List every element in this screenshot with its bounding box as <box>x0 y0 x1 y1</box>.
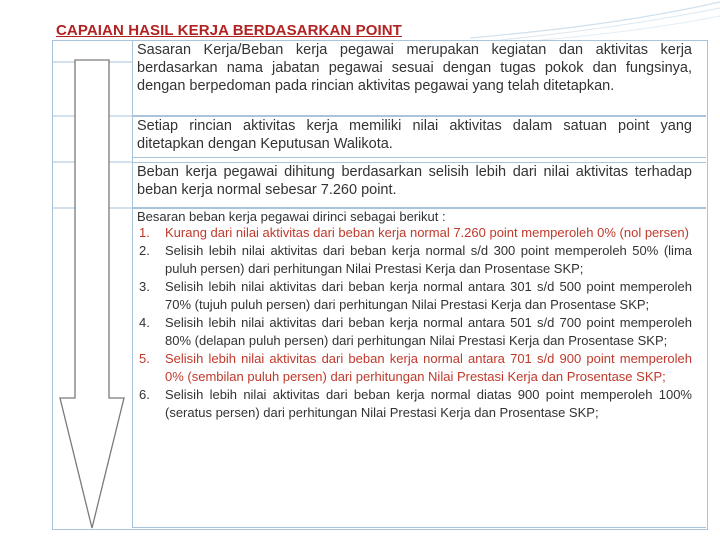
down-arrow-icon <box>52 40 134 530</box>
list-item-number: 3. <box>139 279 150 294</box>
list-item <box>137 386 692 422</box>
list-item-number: 4. <box>139 315 150 330</box>
list-item-text: Selisih lebih nilai aktivitas dari beban kerja normal antara 301 s/d 500 point memperoleh 70% (tujuh puluh persen) dari perhitungan Nilai Prestasi Kerja dan Prosentase SKP; <box>165 279 692 312</box>
text-box-1 <box>133 40 706 116</box>
list-item <box>137 350 692 386</box>
page-title: CAPAIAN HASIL KERJA BERDASARKAN POINT <box>56 22 402 39</box>
list-item-text: Selisih lebih nilai aktivitas dari beban kerja normal antara 701 s/d 900 point memperoleh 0% (sembilan puluh persen) dari perhitungan Nilai Prestasi Kerja dan Prosentase SKP; <box>165 351 692 384</box>
box-text: Beban kerja pegawai dihitung berdasarkan selisih lebih dari nilai aktivitas terhadap beban kerja normal sebesar 7.260 point. <box>137 164 692 198</box>
text-box-2 <box>133 116 706 158</box>
list-item <box>137 278 692 314</box>
list-item-text: Selisih lebih nilai aktivitas dari beban kerja normal antara 501 s/d 700 point memperoleh 80% (delapan puluh persen) dari perhitungan Nilai Prestasi Kerja dan Prosentase SKP; <box>165 315 692 348</box>
text-box-4 <box>133 208 706 528</box>
list-item <box>137 314 692 350</box>
list-item-number: 5. <box>139 351 150 366</box>
list-item-text: Selisih lebih nilai aktivitas dari beban kerja normal diatas 900 point memperoleh 100% (seratus persen) dari perhitungan Nilai Prestasi Kerja dan Prosentase SKP; <box>165 387 692 420</box>
list-item-number: 2. <box>139 243 150 258</box>
text-box-3 <box>133 162 706 208</box>
box-text: Sasaran Kerja/Beban kerja pegawai merupakan kegiatan dan aktivitas kerja berdasarkan nama jabatan pegawai sesuai dengan tugas pokok dan fungsinya, dengan berpedoman pada rincian aktivitas pegawai yang telah ditetapkan. <box>137 42 692 94</box>
box-text: Setiap rincian aktivitas kerja memiliki nilai aktivitas dalam satuan point yang ditetapkan dengan Keputusan Walikota. <box>137 118 692 152</box>
list-item-text: Selisih lebih nilai aktivitas dari beban kerja normal s/d 300 point memperoleh 50% (lima puluh persen) dari perhitungan Nilai Prestasi Kerja dan Prosentase SKP; <box>165 243 692 276</box>
rules-list <box>137 224 692 422</box>
list-intro: Besaran beban kerja pegawai dirinci sebagai berikut : <box>137 209 446 224</box>
list-item-number: 6. <box>139 387 150 402</box>
list-item <box>137 224 692 242</box>
list-item <box>137 242 692 278</box>
list-item-number: 1. <box>139 225 150 240</box>
list-item-text: Kurang dari nilai aktivitas dari beban kerja normal 7.260 point memperoleh 0% (nol persen) <box>165 225 689 240</box>
